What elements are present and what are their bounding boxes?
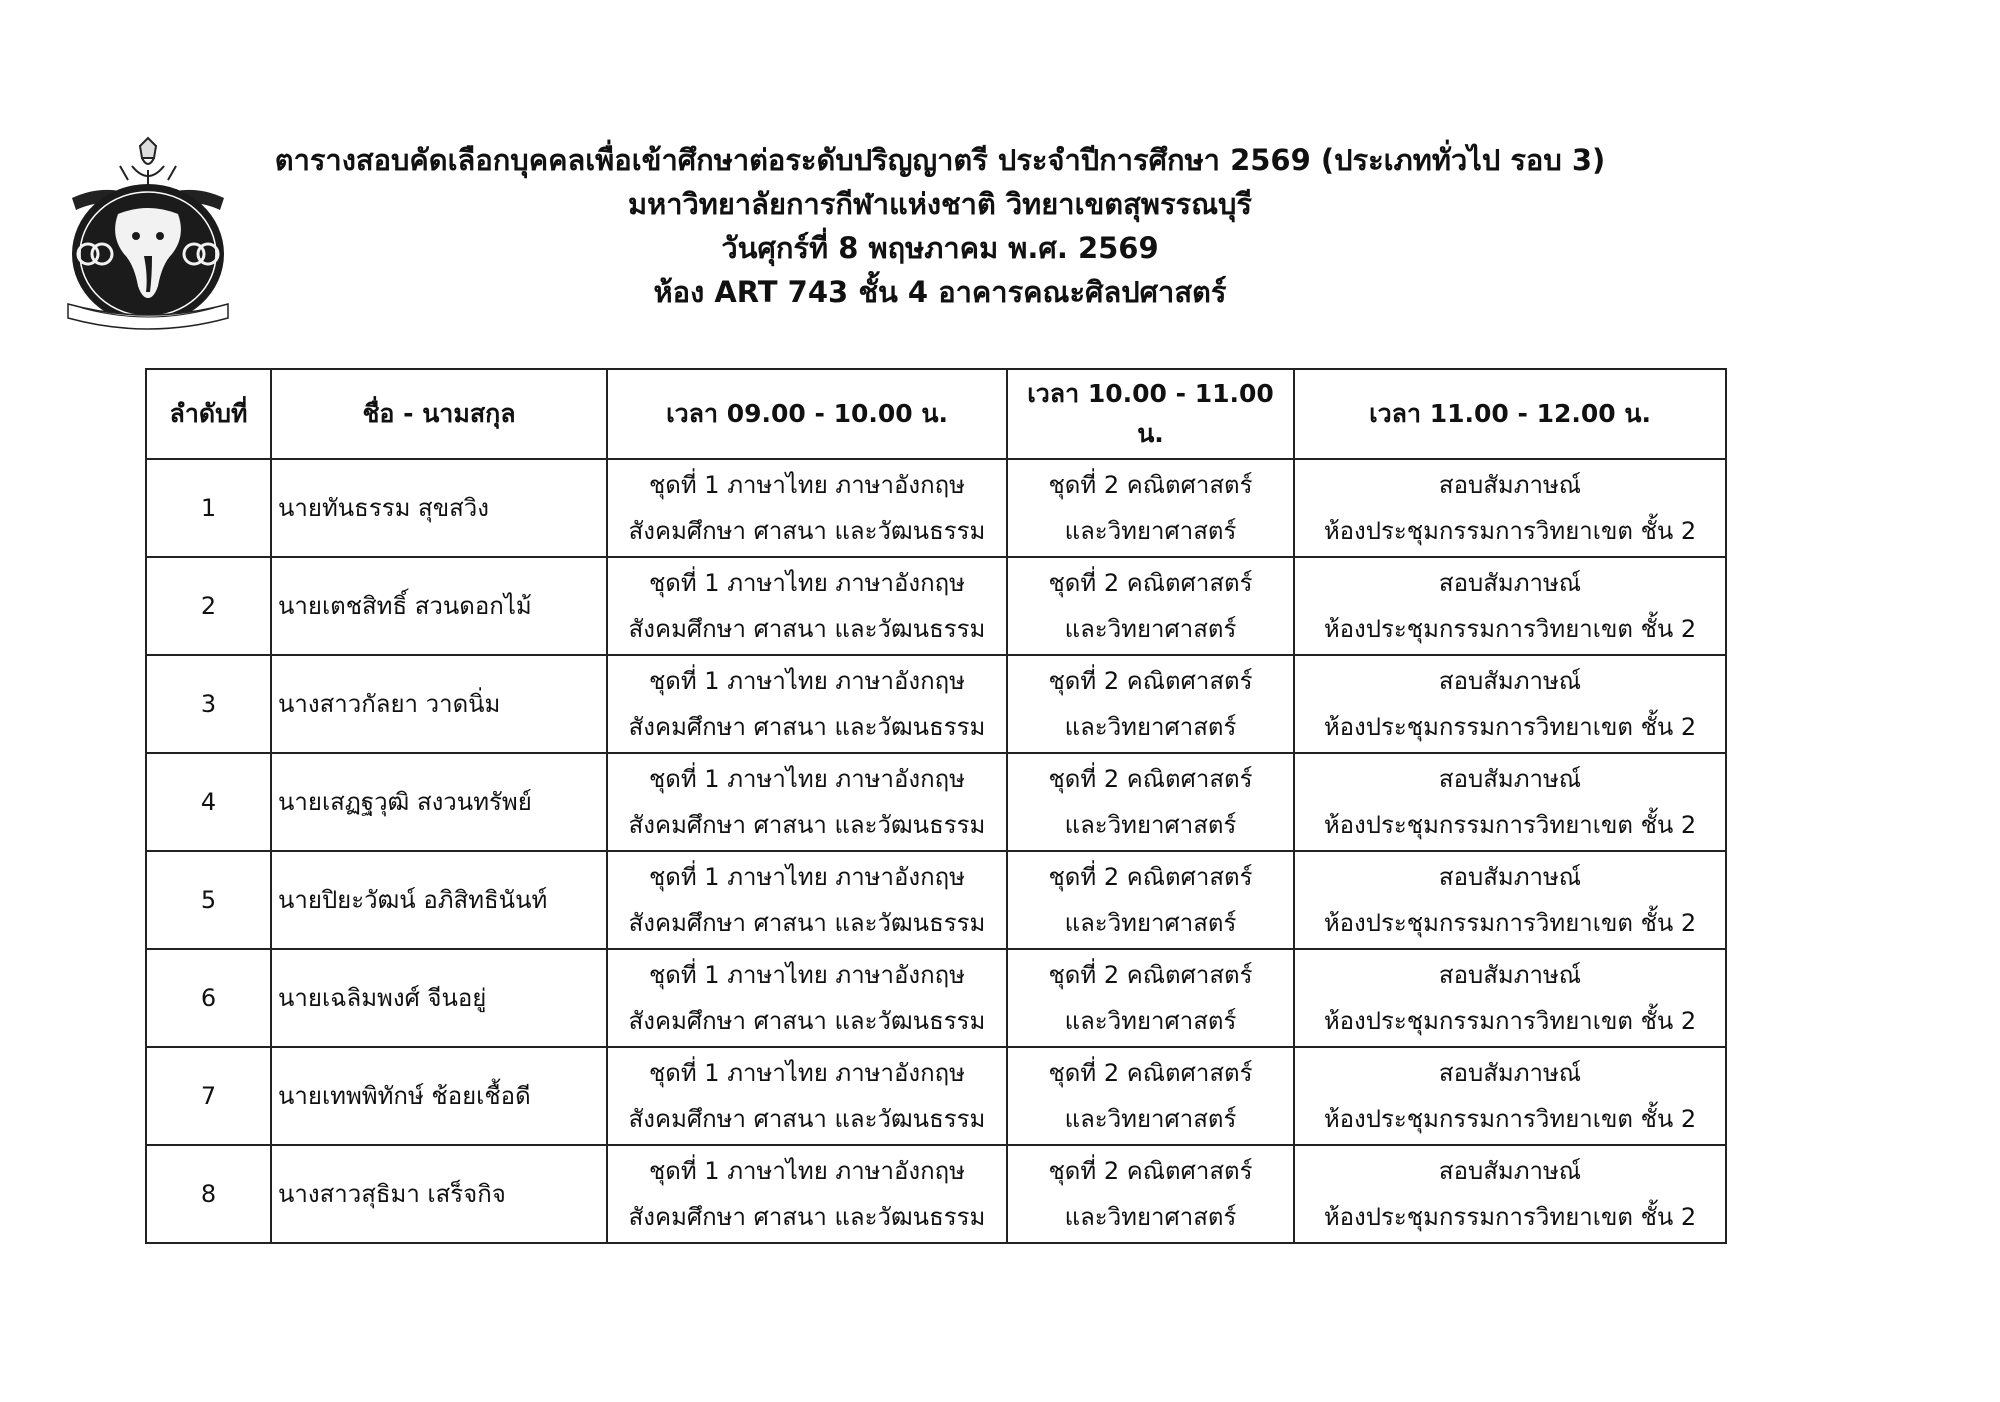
slot-2-line1: ชุดที่ 2 คณิตศาสตร์	[1048, 863, 1253, 891]
slot-2-cell	[1007, 949, 1294, 1047]
slot-3-line2: ห้องประชุมกรรมการวิทยาเขต ชั้น 2	[1323, 1203, 1697, 1231]
column-header-slot-1: เวลา 09.00 - 10.00 น.	[607, 369, 1007, 459]
campus-name: มหาวิทยาลัยการกีฬาแห่งชาติ วิทยาเขตสุพรรณบุรี	[627, 187, 1252, 221]
slot-1-line2: สังคมศึกษา ศาสนา และวัฒนธรรม	[628, 1203, 986, 1231]
slot-1-cell	[607, 949, 1007, 1047]
slot-3-cell	[1294, 1145, 1726, 1243]
slot-3-line2: ห้องประชุมกรรมการวิทยาเขต ชั้น 2	[1323, 811, 1697, 839]
slot-2-cell	[1007, 655, 1294, 753]
slot-2-line2: และวิทยาศาสตร์	[1064, 1203, 1237, 1231]
slot-3-line2: ห้องประชุมกรรมการวิทยาเขต ชั้น 2	[1323, 713, 1697, 741]
slot-3-line1: สอบสัมภาษณ์	[1438, 569, 1582, 597]
slot-2-line1: ชุดที่ 2 คณิตศาสตร์	[1048, 569, 1253, 597]
slot-3-cell	[1294, 949, 1726, 1047]
slot-2-cell	[1007, 753, 1294, 851]
slot-3-line2: ห้องประชุมกรรมการวิทยาเขต ชั้น 2	[1323, 517, 1697, 545]
row-number: 1	[146, 459, 271, 557]
slot-1-line1: ชุดที่ 1 ภาษาไทย ภาษาอังกฤษ	[648, 863, 965, 891]
slot-3-line1: สอบสัมภาษณ์	[1438, 471, 1582, 499]
slot-1-line2: สังคมศึกษา ศาสนา และวัฒนธรรม	[628, 615, 986, 643]
row-number: 4	[146, 753, 271, 851]
slot-3-line1: สอบสัมภาษณ์	[1438, 961, 1582, 989]
table-row	[146, 1047, 1726, 1145]
slot-2-line1: ชุดที่ 2 คณิตศาสตร์	[1048, 961, 1253, 989]
slot-3-line1: สอบสัมภาษณ์	[1438, 667, 1582, 695]
slot-1-line2: สังคมศึกษา ศาสนา และวัฒนธรรม	[628, 1105, 986, 1133]
slot-1-line1: ชุดที่ 1 ภาษาไทย ภาษาอังกฤษ	[648, 1157, 965, 1185]
slot-1-cell	[607, 851, 1007, 949]
slot-1-line2: สังคมศึกษา ศาสนา และวัฒนธรรม	[628, 909, 986, 937]
row-number: 3	[146, 655, 271, 753]
slot-1-cell	[607, 1145, 1007, 1243]
university-seal-icon	[62, 136, 234, 346]
slot-1-line1: ชุดที่ 1 ภาษาไทย ภาษาอังกฤษ	[648, 1059, 965, 1087]
slot-3-cell	[1294, 851, 1726, 949]
slot-1-line1: ชุดที่ 1 ภาษาไทย ภาษาอังกฤษ	[648, 471, 965, 499]
slot-3-cell	[1294, 557, 1726, 655]
slot-2-cell	[1007, 851, 1294, 949]
slot-1-line1: ชุดที่ 1 ภาษาไทย ภาษาอังกฤษ	[648, 569, 965, 597]
slot-2-cell	[1007, 1047, 1294, 1145]
slot-2-line1: ชุดที่ 2 คณิตศาสตร์	[1048, 471, 1253, 499]
document-header	[230, 138, 1650, 314]
slot-1-cell	[607, 1047, 1007, 1145]
table-row	[146, 949, 1726, 1047]
table-row	[146, 1145, 1726, 1243]
slot-1-line2: สังคมศึกษา ศาสนา และวัฒนธรรม	[628, 811, 986, 839]
slot-1-cell	[607, 655, 1007, 753]
slot-3-cell	[1294, 655, 1726, 753]
slot-1-cell	[607, 459, 1007, 557]
slot-2-line2: และวิทยาศาสตร์	[1064, 615, 1237, 643]
candidate-name: นายเทพพิทักษ์ ช้อยเชื้อดี	[271, 1047, 607, 1145]
column-header-slot-2: เวลา 10.00 - 11.00 น.	[1007, 369, 1294, 459]
row-number: 7	[146, 1047, 271, 1145]
slot-2-line1: ชุดที่ 2 คณิตศาสตร์	[1048, 1157, 1253, 1185]
slot-1-line1: ชุดที่ 1 ภาษาไทย ภาษาอังกฤษ	[648, 961, 965, 989]
document-title: ตารางสอบคัดเลือกบุคคลเพื่อเข้าศึกษาต่อระดับปริญญาตรี ประจำปีการศึกษา 2569 (ประเภททั่วไป รอบ 3)	[274, 143, 1606, 177]
exam-schedule-table	[145, 368, 1727, 1244]
slot-3-cell	[1294, 1047, 1726, 1145]
slot-1-line2: สังคมศึกษา ศาสนา และวัฒนธรรม	[628, 713, 986, 741]
slot-3-line2: ห้องประชุมกรรมการวิทยาเขต ชั้น 2	[1323, 909, 1697, 937]
slot-2-cell	[1007, 557, 1294, 655]
table-row	[146, 459, 1726, 557]
slot-1-line1: ชุดที่ 1 ภาษาไทย ภาษาอังกฤษ	[648, 667, 965, 695]
slot-2-line1: ชุดที่ 2 คณิตศาสตร์	[1048, 1059, 1253, 1087]
table-row	[146, 655, 1726, 753]
exam-date: วันศุกร์ที่ 8 พฤษภาคม พ.ศ. 2569	[721, 231, 1159, 265]
slot-1-line2: สังคมศึกษา ศาสนา และวัฒนธรรม	[628, 1007, 986, 1035]
slot-2-line2: และวิทยาศาสตร์	[1064, 517, 1237, 545]
table-header-row	[146, 369, 1726, 459]
slot-1-line1: ชุดที่ 1 ภาษาไทย ภาษาอังกฤษ	[648, 765, 965, 793]
table-row	[146, 851, 1726, 949]
candidate-name: นายปิยะวัฒน์ อภิสิทธินันท์	[271, 851, 607, 949]
exam-room: ห้อง ART 743 ชั้น 4 อาคารคณะศิลปศาสตร์	[653, 275, 1227, 309]
slot-3-line2: ห้องประชุมกรรมการวิทยาเขต ชั้น 2	[1323, 1105, 1697, 1133]
candidate-name: นายเตชสิทธิ์ สวนดอกไม้	[271, 557, 607, 655]
slot-3-line1: สอบสัมภาษณ์	[1438, 863, 1582, 891]
slot-2-line2: และวิทยาศาสตร์	[1064, 1007, 1237, 1035]
slot-2-cell	[1007, 1145, 1294, 1243]
candidate-name: นายเสฏฐวุฒิ สงวนทรัพย์	[271, 753, 607, 851]
slot-2-line1: ชุดที่ 2 คณิตศาสตร์	[1048, 667, 1253, 695]
slot-3-line1: สอบสัมภาษณ์	[1438, 765, 1582, 793]
column-header-number: ลำดับที่	[146, 369, 271, 459]
slot-2-line2: และวิทยาศาสตร์	[1064, 1105, 1237, 1133]
slot-1-cell	[607, 557, 1007, 655]
column-header-slot-3: เวลา 11.00 - 12.00 น.	[1294, 369, 1726, 459]
candidate-name: นางสาวสุธิมา เสร็จกิจ	[271, 1145, 607, 1243]
slot-3-cell	[1294, 753, 1726, 851]
slot-3-line1: สอบสัมภาษณ์	[1438, 1157, 1582, 1185]
table-row	[146, 753, 1726, 851]
slot-3-cell	[1294, 459, 1726, 557]
table-row	[146, 557, 1726, 655]
slot-1-line2: สังคมศึกษา ศาสนา และวัฒนธรรม	[628, 517, 986, 545]
slot-2-line1: ชุดที่ 2 คณิตศาสตร์	[1048, 765, 1253, 793]
candidate-name: นางสาวกัลยา วาดนิ่ม	[271, 655, 607, 753]
slot-2-line2: และวิทยาศาสตร์	[1064, 811, 1237, 839]
slot-2-line2: และวิทยาศาสตร์	[1064, 909, 1237, 937]
candidate-name: นายทันธรรม สุขสวิง	[271, 459, 607, 557]
slot-3-line2: ห้องประชุมกรรมการวิทยาเขต ชั้น 2	[1323, 1007, 1697, 1035]
row-number: 8	[146, 1145, 271, 1243]
slot-2-cell	[1007, 459, 1294, 557]
slot-2-line2: และวิทยาศาสตร์	[1064, 713, 1237, 741]
slot-3-line1: สอบสัมภาษณ์	[1438, 1059, 1582, 1087]
university-seal-logo	[62, 136, 234, 346]
row-number: 2	[146, 557, 271, 655]
column-header-name: ชื่อ - นามสกุล	[271, 369, 607, 459]
slot-1-cell	[607, 753, 1007, 851]
slot-3-line2: ห้องประชุมกรรมการวิทยาเขต ชั้น 2	[1323, 615, 1697, 643]
candidate-name: นายเฉลิมพงศ์ จีนอยู่	[271, 949, 607, 1047]
row-number: 6	[146, 949, 271, 1047]
row-number: 5	[146, 851, 271, 949]
